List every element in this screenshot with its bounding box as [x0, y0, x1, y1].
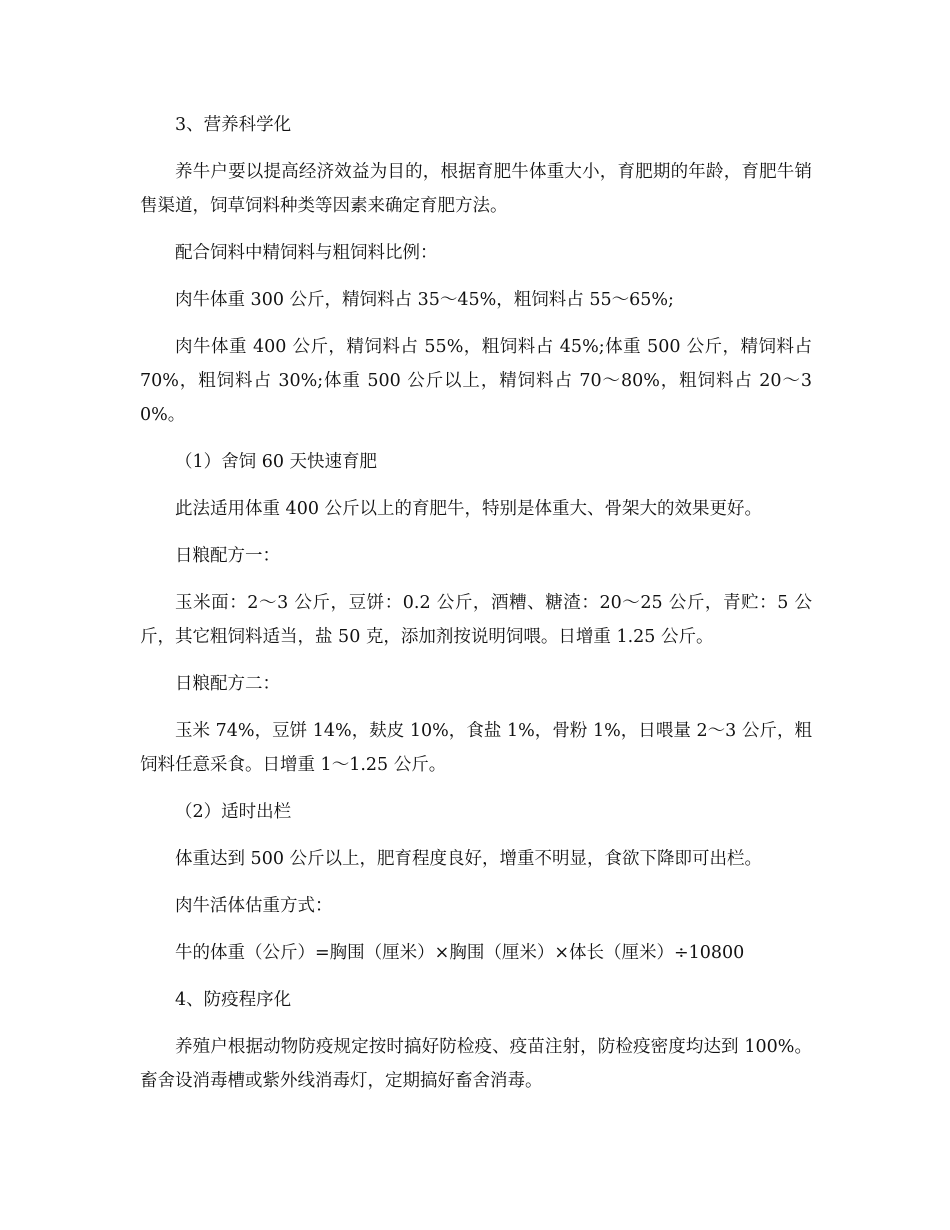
paragraph-method-applicability: 此法适用体重 400 公斤以上的育肥牛，特别是体重大、骨架大的效果更好。: [175, 499, 763, 519]
subheading-timely-slaughter: （2）适时出栏: [175, 802, 292, 822]
paragraph-ration-formula-1: 玉米面：2～3 公斤，豆饼：0.2 公斤，酒糟、糖渣：20～25 公斤，青贮：5 公斤，其它粗饲料适当，盐 50 克，添加剂按说明饲喂。日增重 1.25 公斤。: [140, 593, 812, 647]
paragraph-epidemic-prevention: 养殖户根据动物防疫规定按时搞好防检疫、疫苗注射，防检疫密度均达到 100%。畜舍设消毒槽或紫外线消毒灯，定期搞好畜舍消毒。: [140, 1037, 812, 1091]
section-heading-epidemic-prevention: 4、防疫程序化: [175, 990, 292, 1010]
label-ration-formula-1: 日粮配方一：: [175, 546, 280, 566]
paragraph-ration-formula-2: 玉米 74%，豆饼 14%，麸皮 10%，食盐 1%，骨粉 1%，日喂量 2～3 公斤，粗饲料任意采食。日增重 1～1.25 公斤。: [140, 721, 812, 775]
label-weight-estimation: 肉牛活体估重方式：: [175, 896, 333, 916]
paragraph-weight-formula: 牛的体重（公斤）=胸围（厘米）×胸围（厘米）×体长（厘米）÷10800: [175, 943, 745, 963]
paragraph-ratio-400-500kg: 肉牛体重 400 公斤，精饲料占 55%，粗饲料占 45%;体重 500 公斤，精饲料占 70%，粗饲料占 30%;体重 500 公斤以上，精饲料占 70～80%，粗饲料占 20～30%。: [140, 337, 812, 425]
paragraph-ratio-300kg: 肉牛体重 300 公斤，精饲料占 35～45%，粗饲料占 55～65%;: [175, 290, 674, 310]
label-ration-formula-2: 日粮配方二：: [175, 674, 280, 694]
subheading-60-day-fattening: （1）舍饲 60 天快速育肥: [175, 452, 378, 472]
paragraph-fattening-method: 养牛户要以提高经济效益为目的，根据育肥牛体重大小，育肥期的年龄，育肥牛销售渠道，饲草饲料种类等因素来确定育肥方法。: [140, 162, 812, 216]
section-heading-nutrition: 3、营养科学化: [175, 115, 292, 135]
paragraph-slaughter-criteria: 体重达到 500 公斤以上，肥育程度良好，增重不明显，食欲下降即可出栏。: [175, 849, 763, 869]
paragraph-feed-ratio-intro: 配合饲料中精饲料与粗饲料比例：: [175, 243, 438, 263]
document-body: [140, 108, 812, 1111]
